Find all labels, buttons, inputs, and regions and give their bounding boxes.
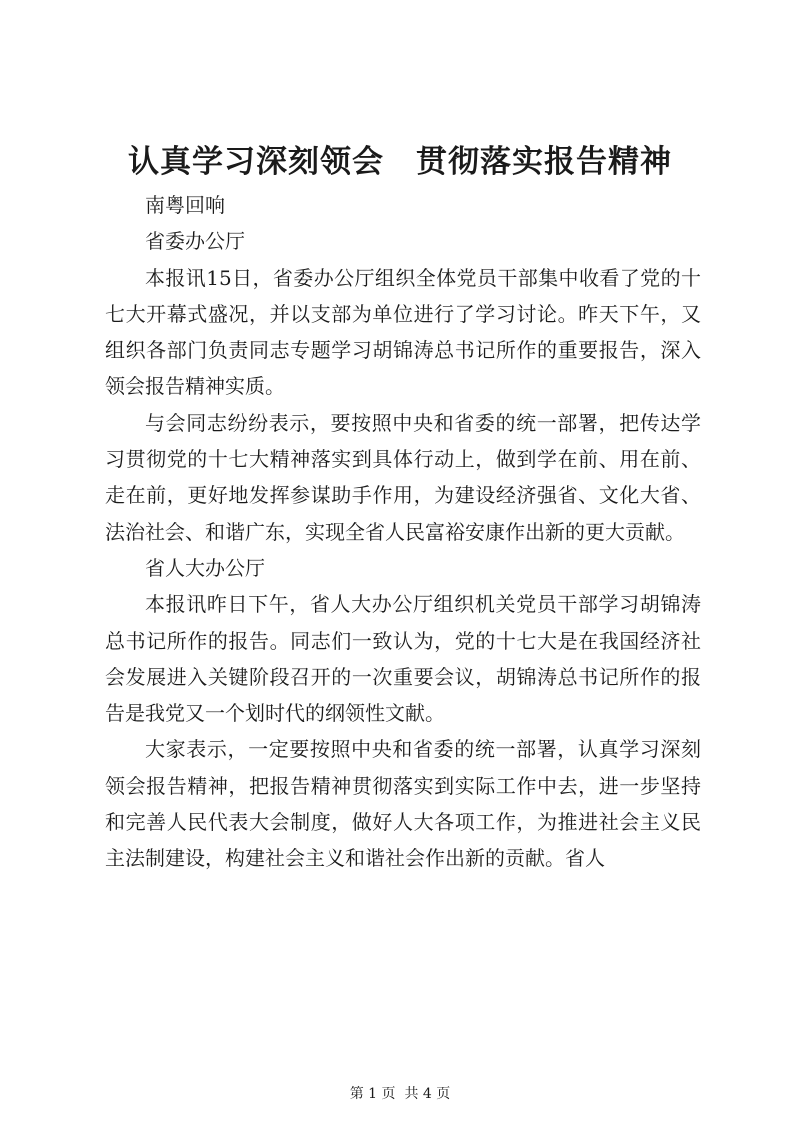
paragraph-section-provincial-office: 省委办公厅 bbox=[145, 229, 245, 254]
document-title: 认真学习深刻领会 贯彻落实报告精神 bbox=[128, 144, 672, 180]
paragraph-section-npc-office: 省人大办公厅 bbox=[145, 555, 265, 580]
page-number-footer: 第 1 页 共 4 页 bbox=[349, 1086, 451, 1102]
paragraph: 大家表示，一定要按照中央和省委的统一部署，认真学习深刻领会报告精神，把报告精神贯彻落实到实际工作中去，进一步坚持和完善人民代表大会制度，做好人大各项工作，为推进社会主义民主法制建设，构建社会主义和谐社会作出新的贡献。省人 bbox=[105, 737, 701, 871]
paragraph: 与会同志纷纷表示，要按照中央和省委的统一部署，把传达学习贯彻党的十七大精神落实到具体行动上，做到学在前、用在前、走在前，更好地发挥参谋助手作用，为建设经济强省、文化大省、法治社会、和谐广东，实现全省人民富裕安康作出新的更大贡献。 bbox=[105, 410, 701, 544]
paragraph: 本报讯昨日下午，省人大办公厅组织机关党员干部学习胡锦涛总书记所作的报告。同志们一致认为，党的十七大是在我国经济社会发展进入关键阶段召开的一次重要会议，胡锦涛总书记所作的报告是我党又一个划时代的纲领性文献。 bbox=[105, 592, 701, 726]
paragraph: 本报讯15日，省委办公厅组织全体党员干部集中收看了党的十七大开幕式盛况，并以支部为单位进行了学习讨论。昨天下午，又组织各部门负责同志专题学习胡锦涛总书记所作的重要报告，深入领会报告精神实质。 bbox=[105, 265, 701, 399]
paragraph-column-title: 南粤回响 bbox=[145, 193, 225, 217]
document-body bbox=[105, 187, 701, 877]
